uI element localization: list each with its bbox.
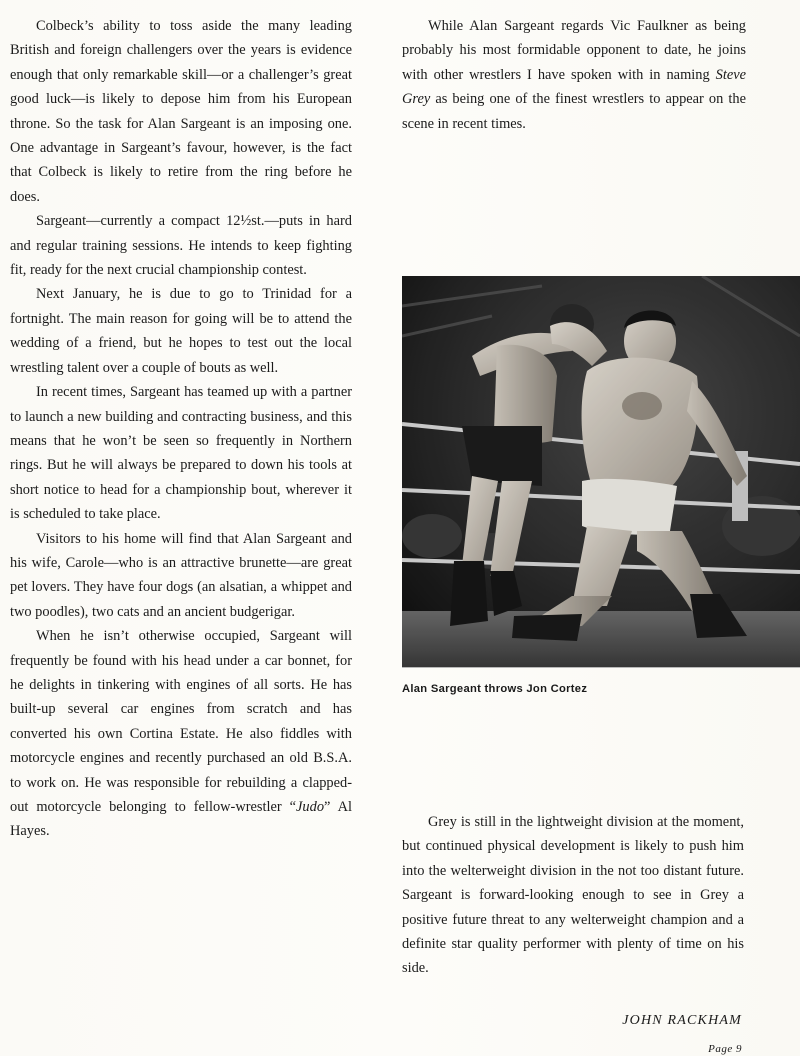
photo-caption: Alan Sargeant throws Jon Cortez — [402, 683, 588, 695]
wrestling-photo — [402, 276, 800, 668]
wrestling-photo-illustration — [402, 276, 800, 668]
photo-bottom-rule — [402, 667, 800, 668]
page-number: Page 9 — [708, 1043, 742, 1055]
paragraph-training: Sargeant—currently a compact 12½st.—puts in hard and regular training sessions. He intends to keep fighting fit, ready for the next crucial championship contest. — [10, 213, 352, 279]
author-byline: JOHN RACKHAM — [622, 1013, 742, 1028]
left-column — [10, 14, 352, 844]
grey-text: While Alan Sargeant regards Vic Faulkner as being probably his most formidable opponent to date, he joins with other wrestlers I have spoken with in naming — [402, 18, 746, 83]
paragraph-colbeck: Colbeck’s ability to toss aside the many leading British and foreign challengers over the years is evidence enough that only remarkable skill—or a challenger’s great good luck—is likely to depose him from his European throne. So the task for Alan Sargeant is an imposing one. One advantage in Sargeant’s favour, however, is the fact that Colbeck is likely to retire from the ring before he does. — [10, 18, 352, 205]
paragraph-engines — [10, 624, 352, 844]
right-column-bottom — [402, 810, 744, 981]
engines-italic: Judo — [296, 799, 325, 815]
engines-text-end: ” Al Hayes. — [10, 799, 352, 840]
paragraph-business: In recent times, Sargeant has teamed up with a partner to launch a new building and contracting business, and this means that he won’t be seen so frequently in Northern rings. But he will always be prepared to down his tools at short notice to head for a championship bout, wherever it is scheduled to take place. — [10, 384, 352, 523]
paragraph-pets: Visitors to his home will find that Alan Sargeant and his wife, Carole—who is an attractive brunette—are great pet lovers. They have four dogs (an alsatian, a whippet and two poodles), two cats and an ancient budgerigar. — [10, 530, 352, 620]
show-through-texture — [404, 160, 415, 204]
paragraph-steve-grey — [402, 14, 746, 136]
paragraph-trinidad: Next January, he is due to go to Trinidad for a fortnight. The main reason for going will be to attend the wedding of a friend, but he hopes to test out the local wrestling talent over a couple of bouts as well. — [10, 286, 352, 376]
right-column-top — [402, 14, 746, 136]
paragraph-grey-development: Grey is still in the lightweight division at the moment, but continued physical development is likely to push him into the welterweight division in the not too distant future. Sargeant is forward-looking enough to see in Grey a positive future threat to any welterweight champion and a definite star quality performer with plenty of time on his side. — [402, 814, 744, 977]
grey-text-end: as being one of the finest wrestlers to appear on the scene in recent times. — [402, 91, 746, 132]
engines-text: When he isn’t otherwise occupied, Sargeant will frequently be found with his head under a car bonnet, for he delights in tinkering with engines of all sorts. He has built-up several car engines from scratch and has converted his own Cortina Estate. He also fiddles with motorcycle engines and recently purchased an old B.S.A. to work on. He was responsible for rebuilding a clapped-out motorcycle belonging to fellow-wrestler “ — [10, 628, 352, 815]
grey-italic: Steve Grey — [402, 66, 746, 108]
